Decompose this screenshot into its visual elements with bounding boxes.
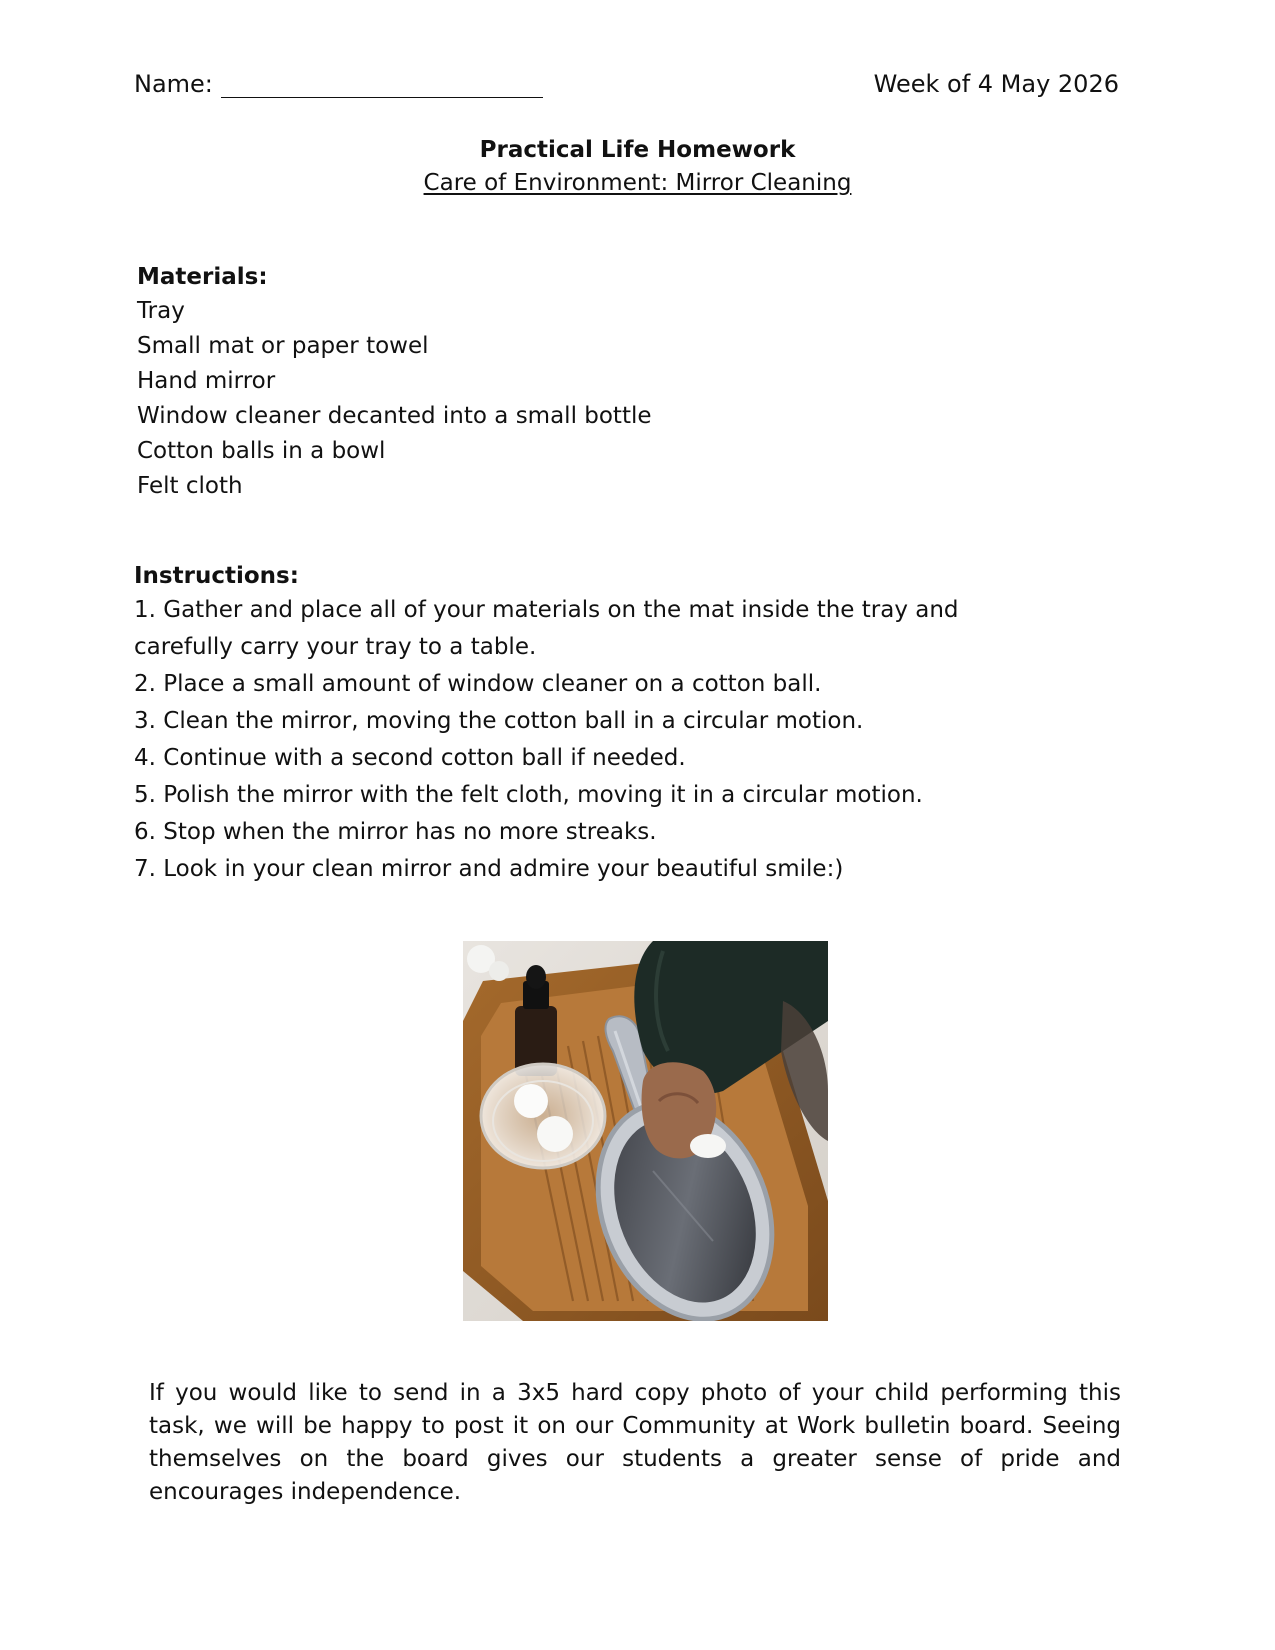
instruction-step: 7. Look in your clean mirror and admire your beautiful smile:) [134,856,844,882]
materials-item: Tray [137,298,185,324]
materials-section [137,260,652,504]
materials-heading: Materials: [137,264,268,290]
materials-item: Hand mirror [137,368,276,394]
instruction-step: carefully carry your tray to a table. [134,634,537,660]
name-field [134,70,543,98]
instruction-step: 3. Clean the mirror, moving the cotton ball in a circular motion. [134,708,864,734]
instructions-heading: Instructions: [134,563,299,589]
instruction-step: 1. Gather and place all of your materials on the mat inside the tray and [134,597,959,623]
instruction-step: 6. Stop when the mirror has no more streaks. [134,819,657,845]
materials-item: Window cleaner decanted into a small bottle [137,403,652,429]
week-date: Week of 4 May 2026 [873,70,1119,98]
instruction-step: 2. Place a small amount of window cleaner on a cotton ball. [134,671,822,697]
instructions-section [134,559,959,889]
materials-item: Cotton balls in a bowl [137,438,386,464]
mirror-cleaning-photo [463,941,828,1321]
name-blank-line [221,73,543,98]
page-title: Practical Life Homework [479,137,796,163]
name-label: Name: [134,70,213,98]
materials-item: Small mat or paper towel [137,333,429,359]
instruction-step: 4. Continue with a second cotton ball if needed. [134,745,686,771]
instruction-step: 5. Polish the mirror with the felt cloth, moving it in a circular motion. [134,782,923,808]
materials-item: Felt cloth [137,473,243,499]
page-subtitle: Care of Environment: Mirror Cleaning [423,170,852,196]
photo-request-note: If you would like to send in a 3x5 hard copy photo of your child performing this task, we will be happy to post it on our Community at Work bulletin board. Seeing themselves on the board gives our students a greater sense of pride and encourages independence. [149,1380,1121,1505]
